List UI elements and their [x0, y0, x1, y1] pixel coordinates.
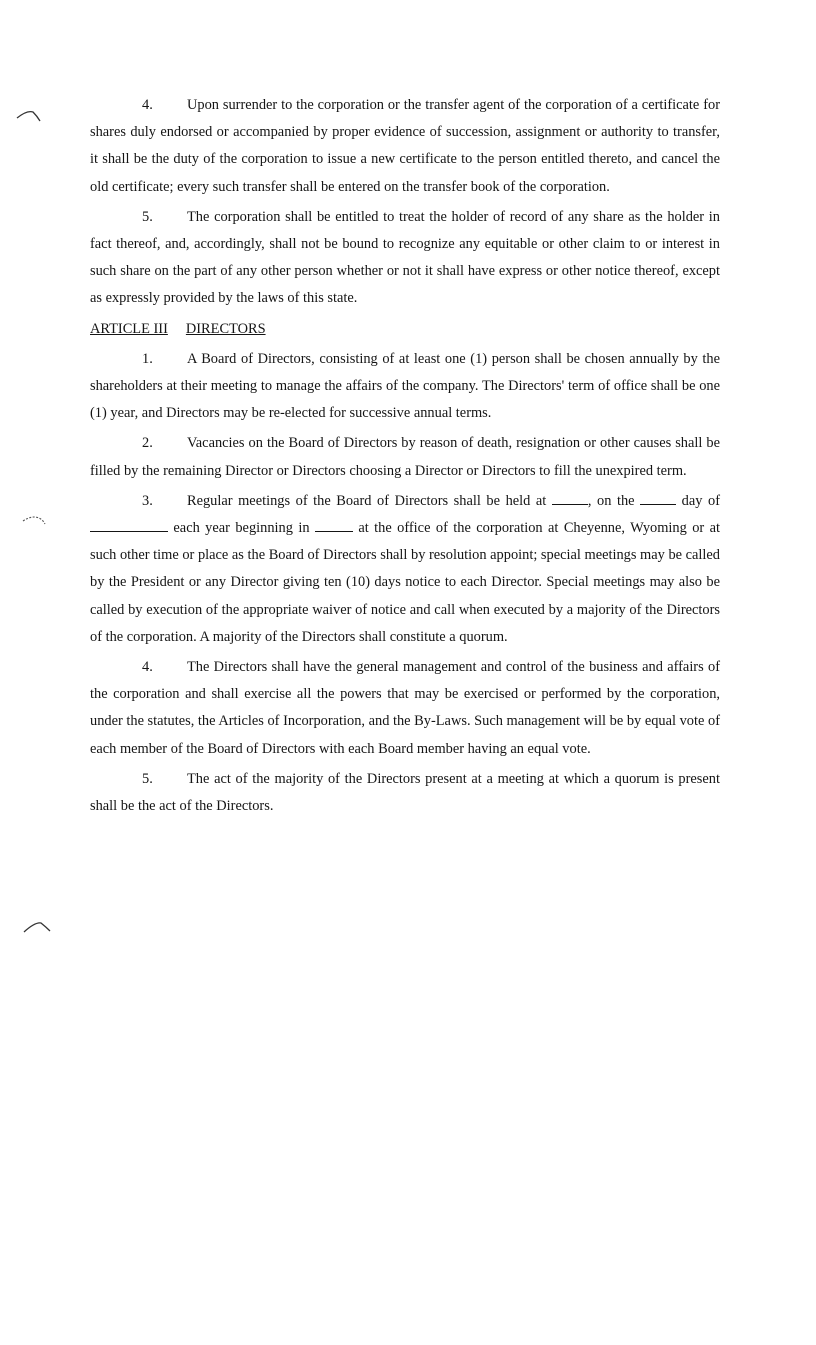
- paragraph-text-part: at the office of the corporation at Cheyenne, Wyoming or at such other time or place as the Board of Directors shall by resolution appoint; special meetings may be called by the President or any Director giving ten (10) days notice to each Director. Special meetings may also be called by execution of the appropriate waiver of notice and call when executed by a majority of the Directors of the corporation. A majority of the Directors shall constitute a quorum.: [90, 520, 721, 645]
- article-number: ARTICLE III: [90, 320, 168, 337]
- margin-mark-middle: [23, 517, 45, 524]
- paragraph-text: The corporation shall be entitled to treat the holder of record of any share as the holder in fact thereof, and, accordingly, shall not be bound to recognize any equitable or other claim to or interest in such share on the part of any other person whether or not it shall have express or other notice thereof, except as expressly provided by the laws of this state.: [90, 208, 720, 307]
- paragraph-number: 3.: [142, 492, 153, 509]
- paragraph-text: Upon surrender to the corporation or the transfer agent of the corporation of a certificate for shares duly endorsed or accompanied by proper evidence of succession, assignment or authority to transfer, it shall be the duty of the corporation to issue a new certificate to the person entitled thereto, and cancel the old certificate; every such transfer shall be entered on the transfer book of the corporation.: [90, 97, 720, 195]
- article-heading: [90, 316, 720, 343]
- paragraph-number: 2.: [142, 435, 153, 452]
- paragraph-text-part: Regular meetings of the Board of Directors shall be held at: [187, 492, 552, 509]
- paragraph-text: Vacancies on the Board of Directors by reason of death, resignation or other causes shall be filled by the remaining Director or Directors choosing a Director or Directors to fill the unexpired term.: [90, 435, 720, 479]
- paragraph-text-part: each year beginning in: [168, 520, 315, 537]
- paragraph-3-meetings: [90, 488, 720, 651]
- margin-mark-bottom: [24, 923, 50, 932]
- paragraph-text: The Directors shall have the general management and control of the business and affairs of the corporation and shall exercise all the powers that may be exercised or performed by the corporation, under the statutes, the Articles of Incorporation, and the By-Laws. Such management will be by equal vote of each member of the Board of Directors with each Board member having an equal vote.: [90, 659, 720, 757]
- paragraph-number: 5.: [142, 770, 153, 787]
- paragraph-5-quorum-act: [90, 766, 720, 820]
- margin-mark-top: [17, 112, 40, 121]
- paragraph-4-management: [90, 654, 720, 763]
- paragraph-5-holder-of-record: [90, 204, 720, 313]
- paragraph-number: 1.: [142, 350, 153, 367]
- paragraph-text: The act of the majority of the Directors present at a meeting at which a quorum is present shall be the act of the Directors.: [90, 770, 720, 815]
- paragraph-text-part: day of: [676, 492, 720, 509]
- paragraph-text-part: , on the: [587, 492, 641, 509]
- paragraph-number: 4.: [142, 659, 153, 676]
- article-title: DIRECTORS: [185, 320, 266, 337]
- paragraph-4-share-transfer: [90, 92, 720, 201]
- blank-meeting-time: [552, 491, 588, 505]
- blank-meeting-month: [90, 518, 168, 532]
- blank-meeting-day: [640, 491, 676, 505]
- paragraph-number: 4.: [142, 97, 153, 113]
- paragraph-number: 5.: [142, 208, 153, 225]
- paragraph-1-board-of-directors: [90, 346, 720, 428]
- paragraph-2-vacancies: [90, 430, 720, 484]
- paragraph-text: A Board of Directors, consisting of at least one (1) person shall be chosen annually by the shareholders at their meeting to manage the affairs of the company. The Directors' term of office shall be one (1) year, and Directors may be re-elected for successive annual terms.: [90, 350, 720, 422]
- blank-start-year: [315, 518, 353, 532]
- document-body: [90, 92, 720, 823]
